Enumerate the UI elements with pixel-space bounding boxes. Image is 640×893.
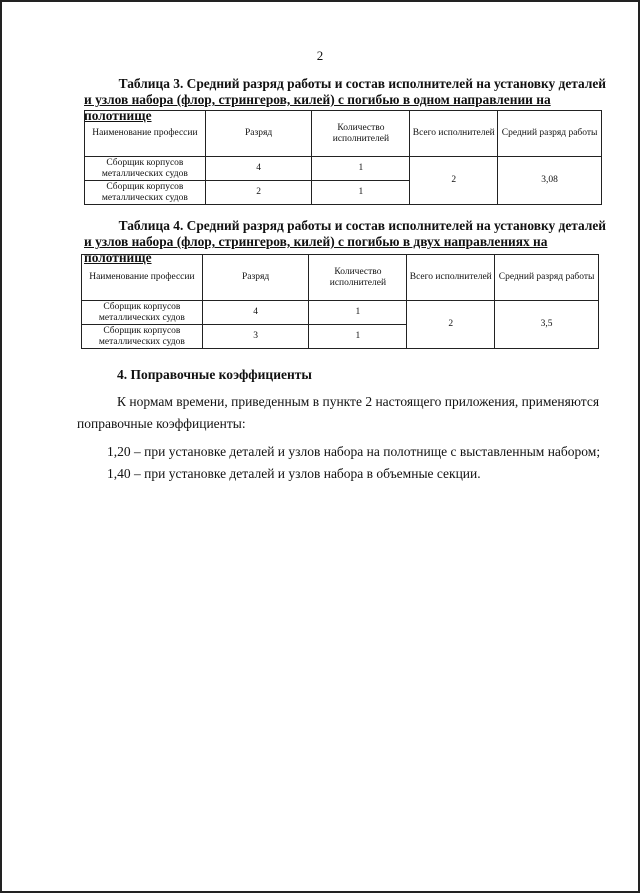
table-row bbox=[85, 157, 602, 181]
table3-header-row bbox=[85, 111, 602, 157]
section4-heading: 4. Поправочные коэффициенты bbox=[117, 367, 312, 382]
scan-border-left bbox=[0, 0, 2, 893]
table4-header-count: Количество исполнителей bbox=[309, 255, 407, 301]
page-number: 2 bbox=[316, 48, 324, 63]
table-row bbox=[82, 301, 599, 325]
table3-header-average: Средний разряд работы bbox=[498, 111, 602, 157]
table4-header-grade: Разряд bbox=[202, 255, 309, 301]
table3-title-line1: Таблица 3. Средний разряд работы и состав исполнителей на установку деталей bbox=[118, 76, 606, 91]
table3-header-count: Количество исполнителей bbox=[312, 111, 410, 157]
table3-row1-count: 1 bbox=[312, 157, 410, 181]
table3-title-line2: и узлов набора (флор, стрингеров, килей) с погибью в одном направлении на полотнище bbox=[84, 92, 551, 123]
table4-total: 2 bbox=[407, 301, 495, 349]
table4-row2-count: 1 bbox=[309, 325, 407, 349]
table3-header-total: Всего исполнителей bbox=[410, 111, 498, 157]
table4 bbox=[81, 254, 599, 349]
table4-header-average: Средний разряд работы bbox=[495, 255, 599, 301]
table3 bbox=[84, 110, 602, 205]
table3-header-profession: Наименование профессии bbox=[85, 111, 206, 157]
table3-row1-profession: Сборщик корпусов металлических судов bbox=[85, 157, 206, 181]
table3-row1-grade: 4 bbox=[205, 157, 312, 181]
table3-row2-profession: Сборщик корпусов металлических судов bbox=[85, 181, 206, 205]
table3-row2-count: 1 bbox=[312, 181, 410, 205]
table4-row2-profession: Сборщик корпусов металлических судов bbox=[82, 325, 203, 349]
table4-average: 3,5 bbox=[495, 301, 599, 349]
table4-row1-count: 1 bbox=[309, 301, 407, 325]
table3-average: 3,08 bbox=[498, 157, 602, 205]
table4-title-line1: Таблица 4. Средний разряд работы и состав исполнителей на установку деталей bbox=[118, 218, 606, 233]
table4-title-line2: и узлов набора (флор, стрингеров, килей) с погибью в двух направлениях на полотнище bbox=[84, 234, 548, 265]
table4-header-profession: Наименование профессии bbox=[82, 255, 203, 301]
table3-header-grade: Разряд bbox=[205, 111, 312, 157]
table3-row2-grade: 2 bbox=[205, 181, 312, 205]
section4-item2: 1,40 – при установке деталей и узлов набора в объемные секции. bbox=[107, 466, 481, 481]
section4-item1: 1,20 – при установке деталей и узлов набора на полотнище с выставленным набором; bbox=[107, 444, 601, 459]
table4-header-row bbox=[82, 255, 599, 301]
table4-header-total: Всего исполнителей bbox=[407, 255, 495, 301]
section4-intro-line2: поправочные коэффициенты: bbox=[77, 416, 246, 431]
scan-border-top bbox=[0, 0, 640, 2]
table4-row1-profession: Сборщик корпусов металлических судов bbox=[82, 301, 203, 325]
table4-row2-grade: 3 bbox=[202, 325, 309, 349]
table3-total: 2 bbox=[410, 157, 498, 205]
table4-row1-grade: 4 bbox=[202, 301, 309, 325]
section4-intro-line1: К нормам времени, приведенным в пункте 2 настоящего приложения, применяются bbox=[117, 394, 600, 409]
